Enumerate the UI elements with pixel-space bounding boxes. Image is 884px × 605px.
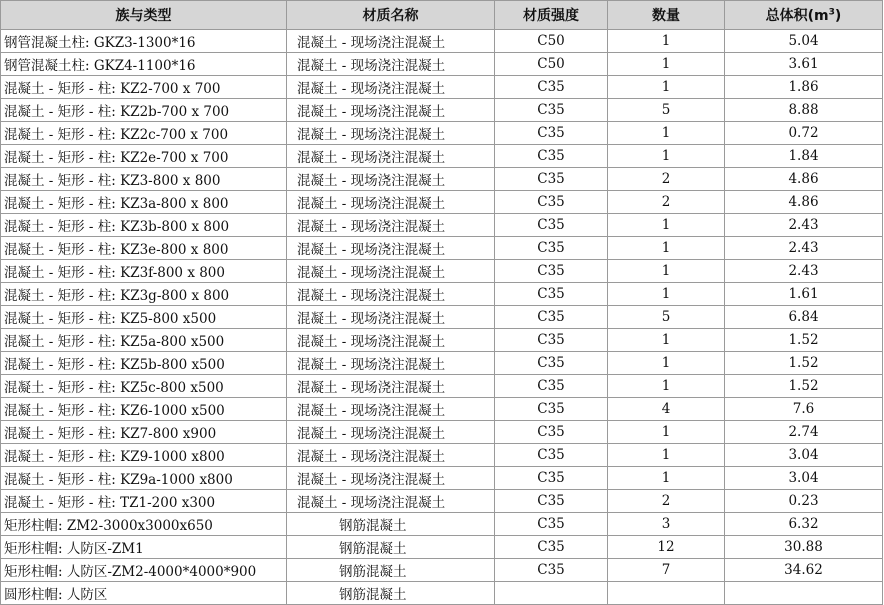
cell-material-name[interactable]: 混凝土 - 现场浇注混凝土	[287, 467, 495, 490]
cell-total-volume[interactable]: 2.74	[725, 421, 883, 444]
cell-material-strength[interactable]: C35	[495, 99, 608, 122]
cell-total-volume[interactable]: 30.88	[725, 536, 883, 559]
cell-quantity[interactable]: 1	[608, 214, 725, 237]
table-row[interactable]	[1, 352, 883, 375]
cell-quantity[interactable]	[608, 582, 725, 605]
cell-quantity[interactable]: 1	[608, 30, 725, 53]
cell-material-name[interactable]: 混凝土 - 现场浇注混凝土	[287, 352, 495, 375]
cell-material-name[interactable]: 混凝土 - 现场浇注混凝土	[287, 444, 495, 467]
cell-family-type[interactable]: 混凝土 - 矩形 - 柱: KZ5-800 x500	[1, 306, 287, 329]
cell-material-name[interactable]: 混凝土 - 现场浇注混凝土	[287, 421, 495, 444]
cell-material-strength[interactable]: C35	[495, 467, 608, 490]
cell-family-type[interactable]: 混凝土 - 矩形 - 柱: KZ9a-1000 x800	[1, 467, 287, 490]
cell-family-type[interactable]: 混凝土 - 矩形 - 柱: KZ5b-800 x500	[1, 352, 287, 375]
cell-total-volume[interactable]: 2.43	[725, 214, 883, 237]
cell-material-name[interactable]: 混凝土 - 现场浇注混凝土	[287, 260, 495, 283]
cell-material-name[interactable]: 混凝土 - 现场浇注混凝土	[287, 99, 495, 122]
cell-total-volume[interactable]: 8.88	[725, 99, 883, 122]
cell-material-strength[interactable]: C35	[495, 214, 608, 237]
cell-family-type[interactable]: 矩形柱帽: 人防区-ZM1	[1, 536, 287, 559]
cell-family-type[interactable]: 圆形柱帽: 人防区	[1, 582, 287, 605]
cell-family-type[interactable]: 混凝土 - 矩形 - 柱: KZ2-700 x 700	[1, 76, 287, 99]
cell-quantity[interactable]: 1	[608, 444, 725, 467]
cell-material-strength[interactable]: C35	[495, 559, 608, 582]
cell-family-type[interactable]: 混凝土 - 矩形 - 柱: KZ9-1000 x800	[1, 444, 287, 467]
table-row[interactable]	[1, 191, 883, 214]
table-row[interactable]	[1, 329, 883, 352]
cell-material-name[interactable]: 钢筋混凝土	[287, 536, 495, 559]
cell-family-type[interactable]: 混凝土 - 矩形 - 柱: KZ3-800 x 800	[1, 168, 287, 191]
cell-total-volume[interactable]: 1.61	[725, 283, 883, 306]
table-row[interactable]	[1, 30, 883, 53]
cell-family-type[interactable]: 混凝土 - 矩形 - 柱: KZ3g-800 x 800	[1, 283, 287, 306]
cell-total-volume[interactable]: 3.04	[725, 467, 883, 490]
cell-family-type[interactable]: 混凝土 - 矩形 - 柱: KZ2c-700 x 700	[1, 122, 287, 145]
cell-material-strength[interactable]: C50	[495, 53, 608, 76]
cell-material-strength[interactable]: C35	[495, 76, 608, 99]
cell-family-type[interactable]: 混凝土 - 矩形 - 柱: KZ3a-800 x 800	[1, 191, 287, 214]
cell-material-strength[interactable]: C35	[495, 513, 608, 536]
cell-family-type[interactable]: 混凝土 - 矩形 - 柱: KZ3f-800 x 800	[1, 260, 287, 283]
header-volume-prefix: 总体积(m	[765, 8, 829, 24]
cell-family-type[interactable]: 混凝土 - 矩形 - 柱: KZ6-1000 x500	[1, 398, 287, 421]
cell-quantity[interactable]: 12	[608, 536, 725, 559]
cell-material-strength[interactable]: C35	[495, 168, 608, 191]
cell-material-strength[interactable]: C35	[495, 490, 608, 513]
cell-quantity[interactable]: 1	[608, 145, 725, 168]
table-row[interactable]	[1, 237, 883, 260]
table-row[interactable]	[1, 214, 883, 237]
header-total-volume[interactable]	[725, 1, 883, 30]
cell-material-name[interactable]: 混凝土 - 现场浇注混凝土	[287, 145, 495, 168]
cell-material-strength[interactable]: C35	[495, 421, 608, 444]
cell-total-volume[interactable]: 0.72	[725, 122, 883, 145]
table-row[interactable]	[1, 53, 883, 76]
cell-quantity[interactable]: 2	[608, 191, 725, 214]
cell-material-name[interactable]: 混凝土 - 现场浇注混凝土	[287, 306, 495, 329]
cell-family-type[interactable]: 混凝土 - 矩形 - 柱: KZ2b-700 x 700	[1, 99, 287, 122]
cell-material-strength[interactable]: C35	[495, 237, 608, 260]
cell-material-strength[interactable]: C50	[495, 30, 608, 53]
cell-quantity[interactable]: 3	[608, 513, 725, 536]
cell-total-volume[interactable]: 4.86	[725, 168, 883, 191]
cell-material-strength[interactable]: C35	[495, 122, 608, 145]
cell-quantity[interactable]: 1	[608, 352, 725, 375]
header-material-strength[interactable]: 材质强度	[495, 1, 608, 30]
cell-family-type[interactable]: 混凝土 - 矩形 - 柱: KZ2e-700 x 700	[1, 145, 287, 168]
cell-quantity[interactable]: 1	[608, 329, 725, 352]
cell-quantity[interactable]: 5	[608, 99, 725, 122]
cell-material-strength[interactable]	[495, 582, 608, 605]
cell-material-strength[interactable]: C35	[495, 536, 608, 559]
cell-material-strength[interactable]: C35	[495, 260, 608, 283]
cell-total-volume[interactable]: 5.04	[725, 30, 883, 53]
cell-quantity[interactable]: 1	[608, 260, 725, 283]
cell-total-volume[interactable]: 3.61	[725, 53, 883, 76]
cell-total-volume[interactable]: 34.62	[725, 559, 883, 582]
cell-quantity[interactable]: 1	[608, 76, 725, 99]
cell-quantity[interactable]: 1	[608, 421, 725, 444]
cell-total-volume[interactable]: 0.23	[725, 490, 883, 513]
table-row[interactable]	[1, 398, 883, 421]
table-row[interactable]	[1, 513, 883, 536]
cell-quantity[interactable]: 1	[608, 467, 725, 490]
cell-material-strength[interactable]: C35	[495, 306, 608, 329]
table-row[interactable]	[1, 99, 883, 122]
cell-family-type[interactable]: 混凝土 - 矩形 - 柱: KZ7-800 x900	[1, 421, 287, 444]
cell-total-volume[interactable]: 1.86	[725, 76, 883, 99]
cell-total-volume[interactable]: 1.52	[725, 329, 883, 352]
table-row[interactable]	[1, 375, 883, 398]
cell-quantity[interactable]: 1	[608, 237, 725, 260]
cell-quantity[interactable]: 1	[608, 122, 725, 145]
cell-material-strength[interactable]: C35	[495, 398, 608, 421]
cell-quantity[interactable]: 2	[608, 490, 725, 513]
cell-material-name[interactable]: 混凝土 - 现场浇注混凝土	[287, 375, 495, 398]
cell-material-name[interactable]: 混凝土 - 现场浇注混凝土	[287, 398, 495, 421]
cell-family-type[interactable]: 钢管混凝土柱: GKZ3-1300*16	[1, 30, 287, 53]
table-row[interactable]	[1, 467, 883, 490]
cell-quantity[interactable]: 1	[608, 283, 725, 306]
table-row[interactable]	[1, 260, 883, 283]
cell-family-type[interactable]: 混凝土 - 矩形 - 柱: TZ1-200 x300	[1, 490, 287, 513]
cell-total-volume[interactable]	[725, 582, 883, 605]
cell-total-volume[interactable]: 4.86	[725, 191, 883, 214]
cell-family-type[interactable]: 混凝土 - 矩形 - 柱: KZ3e-800 x 800	[1, 237, 287, 260]
cell-material-name[interactable]: 混凝土 - 现场浇注混凝土	[287, 191, 495, 214]
cell-total-volume[interactable]: 6.32	[725, 513, 883, 536]
cell-material-strength[interactable]: C35	[495, 444, 608, 467]
cell-material-name[interactable]: 混凝土 - 现场浇注混凝土	[287, 329, 495, 352]
cell-family-type[interactable]: 混凝土 - 矩形 - 柱: KZ3b-800 x 800	[1, 214, 287, 237]
cell-material-name[interactable]: 混凝土 - 现场浇注混凝土	[287, 30, 495, 53]
header-material-name[interactable]: 材质名称	[287, 1, 495, 30]
table-row[interactable]	[1, 168, 883, 191]
cell-material-name[interactable]: 混凝土 - 现场浇注混凝土	[287, 214, 495, 237]
cell-family-type[interactable]: 混凝土 - 矩形 - 柱: KZ5a-800 x500	[1, 329, 287, 352]
cell-total-volume[interactable]: 7.6	[725, 398, 883, 421]
cell-material-name[interactable]: 混凝土 - 现场浇注混凝土	[287, 490, 495, 513]
cell-material-name[interactable]: 混凝土 - 现场浇注混凝土	[287, 168, 495, 191]
cell-material-strength[interactable]: C35	[495, 352, 608, 375]
cell-family-type[interactable]: 矩形柱帽: ZM2-3000x3000x650	[1, 513, 287, 536]
cell-total-volume[interactable]: 1.84	[725, 145, 883, 168]
table-row[interactable]	[1, 490, 883, 513]
table-row[interactable]	[1, 559, 883, 582]
cell-total-volume[interactable]: 6.84	[725, 306, 883, 329]
cell-material-strength[interactable]: C35	[495, 145, 608, 168]
table-row[interactable]	[1, 283, 883, 306]
cell-material-name[interactable]: 混凝土 - 现场浇注混凝土	[287, 53, 495, 76]
cell-material-name[interactable]: 钢筋混凝土	[287, 582, 495, 605]
cell-quantity[interactable]: 1	[608, 375, 725, 398]
cell-quantity[interactable]: 4	[608, 398, 725, 421]
cell-family-type[interactable]: 混凝土 - 矩形 - 柱: KZ5c-800 x500	[1, 375, 287, 398]
cell-material-name[interactable]: 混凝土 - 现场浇注混凝土	[287, 283, 495, 306]
table-row[interactable]	[1, 536, 883, 559]
cell-material-strength[interactable]: C35	[495, 283, 608, 306]
cell-material-name[interactable]: 混凝土 - 现场浇注混凝土	[287, 122, 495, 145]
cell-family-type[interactable]: 钢管混凝土柱: GKZ4-1100*16	[1, 53, 287, 76]
table-row[interactable]	[1, 122, 883, 145]
cell-quantity[interactable]: 7	[608, 559, 725, 582]
header-family-type[interactable]: 族与类型	[1, 1, 287, 30]
header-quantity[interactable]: 数量	[608, 1, 725, 30]
cell-total-volume[interactable]: 2.43	[725, 237, 883, 260]
cell-material-name[interactable]: 钢筋混凝土	[287, 513, 495, 536]
cell-material-strength[interactable]: C35	[495, 191, 608, 214]
cell-total-volume[interactable]: 1.52	[725, 375, 883, 398]
table-row[interactable]	[1, 582, 883, 605]
cell-total-volume[interactable]: 3.04	[725, 444, 883, 467]
header-row	[1, 1, 883, 30]
cell-total-volume[interactable]: 2.43	[725, 260, 883, 283]
cell-total-volume[interactable]: 1.52	[725, 352, 883, 375]
cell-material-name[interactable]: 钢筋混凝土	[287, 559, 495, 582]
table-row[interactable]	[1, 145, 883, 168]
header-volume-suffix: )	[834, 8, 842, 24]
cell-family-type[interactable]: 矩形柱帽: 人防区-ZM2-4000*4000*900	[1, 559, 287, 582]
cell-quantity[interactable]: 5	[608, 306, 725, 329]
table-row[interactable]	[1, 421, 883, 444]
cell-material-strength[interactable]: C35	[495, 375, 608, 398]
cell-material-name[interactable]: 混凝土 - 现场浇注混凝土	[287, 237, 495, 260]
table-row[interactable]	[1, 444, 883, 467]
cell-material-name[interactable]: 混凝土 - 现场浇注混凝土	[287, 76, 495, 99]
header-volume-exponent: 3	[828, 7, 835, 18]
cell-quantity[interactable]: 1	[608, 53, 725, 76]
table-row[interactable]	[1, 306, 883, 329]
table-row[interactable]	[1, 76, 883, 99]
cell-quantity[interactable]: 2	[608, 168, 725, 191]
cell-material-strength[interactable]: C35	[495, 329, 608, 352]
